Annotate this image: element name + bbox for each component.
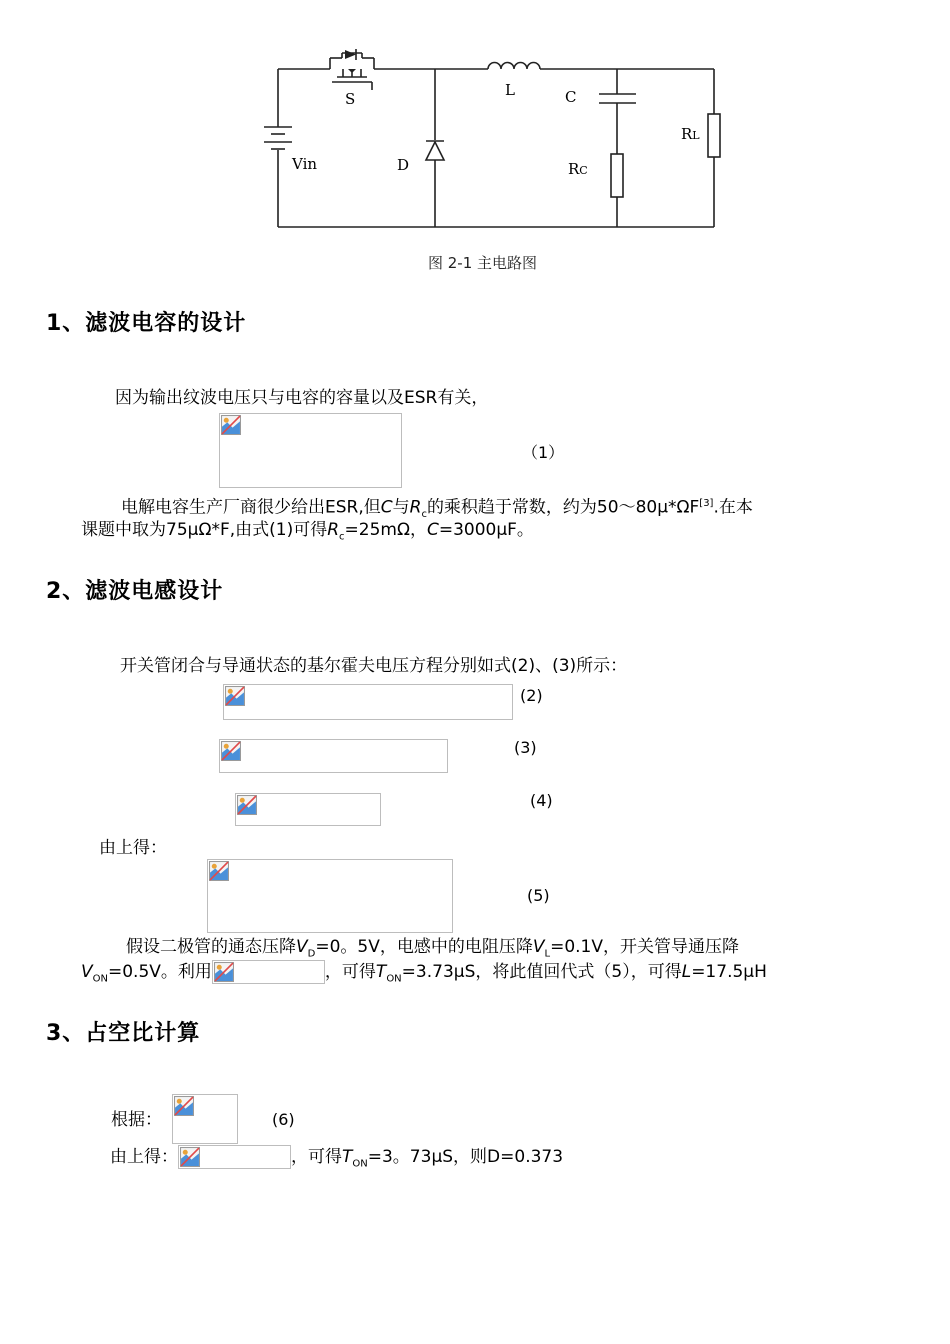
equation3-number: (3) — [514, 738, 537, 757]
equation2-number: (2) — [520, 686, 543, 705]
equation1-image — [219, 413, 402, 488]
broken-image-icon — [221, 741, 241, 761]
inline-equation-image — [178, 1145, 291, 1169]
broken-image-icon — [237, 795, 257, 815]
inline-equation-image — [212, 960, 325, 984]
equation1-number: （1） — [522, 443, 565, 462]
label-switch: S — [345, 90, 356, 108]
label-diode: D — [397, 156, 410, 174]
section3-basis-label: 根据： — [111, 1110, 162, 1130]
broken-image-icon — [174, 1096, 194, 1116]
section2-paragraph-line2: $V_{ON}=0.5V$。利用 ，可得$T_{ON}=3.73\mu S$，将此值回代式（5），可得L=17.5μH — [81, 962, 767, 985]
section1-intro: 因为输出纹波电压只与电容的容量以及ESR有关， — [115, 388, 489, 408]
broken-image-icon — [209, 861, 229, 881]
switch-body-diode — [345, 50, 356, 59]
equation5-image — [207, 859, 453, 933]
rc-resistor — [611, 154, 623, 197]
label-inductor: L — [505, 81, 515, 99]
section1-paragraph-line2: 课题中取为75μΩ*F,由式(1)可得$R_c=25m\Omega$，C=3000μF。 — [81, 520, 534, 543]
label-rc: RC — [568, 160, 588, 178]
broken-image-icon — [180, 1147, 200, 1167]
broken-image-icon — [214, 962, 234, 982]
inductor-coil — [488, 63, 540, 69]
citation-ref: [3] — [699, 498, 714, 509]
section2-intro: 开关管闭合与导通状态的基尔霍夫电压方程分别如式(2)、(3)所示： — [120, 656, 628, 676]
section1-heading: 1、滤波电容的设计 — [46, 311, 247, 336]
label-rl: RL — [681, 125, 700, 143]
section2-heading: 2、滤波电感设计 — [46, 579, 224, 604]
section2-paragraph-line1: 假设二极管的通态压降$V_D=0$。5V，电感中的电阻压降$V_L=0.1V$，开关管导通压降 — [126, 937, 739, 960]
section3-result-line: 由上得： ，可得$T_{ON}=3$。73μS，则D=0.373 — [110, 1147, 564, 1170]
equation6-number: (6) — [272, 1110, 295, 1129]
equation6-image — [172, 1094, 238, 1144]
broken-image-icon — [225, 686, 245, 706]
section2-from-above: 由上得： — [99, 838, 167, 858]
label-capacitor: C — [565, 88, 577, 106]
equation5-number: (5) — [527, 886, 550, 905]
section3-heading: 3、占空比计算 — [46, 1021, 201, 1046]
figure-caption: 图 2-1 主电路图 — [428, 254, 538, 272]
circuit-diagram — [0, 0, 950, 240]
label-vin: Vin — [292, 155, 318, 173]
equation2-image — [223, 684, 513, 720]
equation4-number: (4) — [530, 791, 553, 810]
diode-symbol — [426, 142, 444, 160]
equation3-image — [219, 739, 448, 773]
broken-image-icon — [221, 415, 241, 435]
section1-paragraph-line1: 电解电容生产厂商很少给出ESR,但C与$R_c$的乘积趋于常数，约为50～80μ*ΩF[3].在本 — [121, 497, 753, 521]
equation4-image — [235, 793, 381, 826]
rl-resistor — [708, 114, 720, 157]
